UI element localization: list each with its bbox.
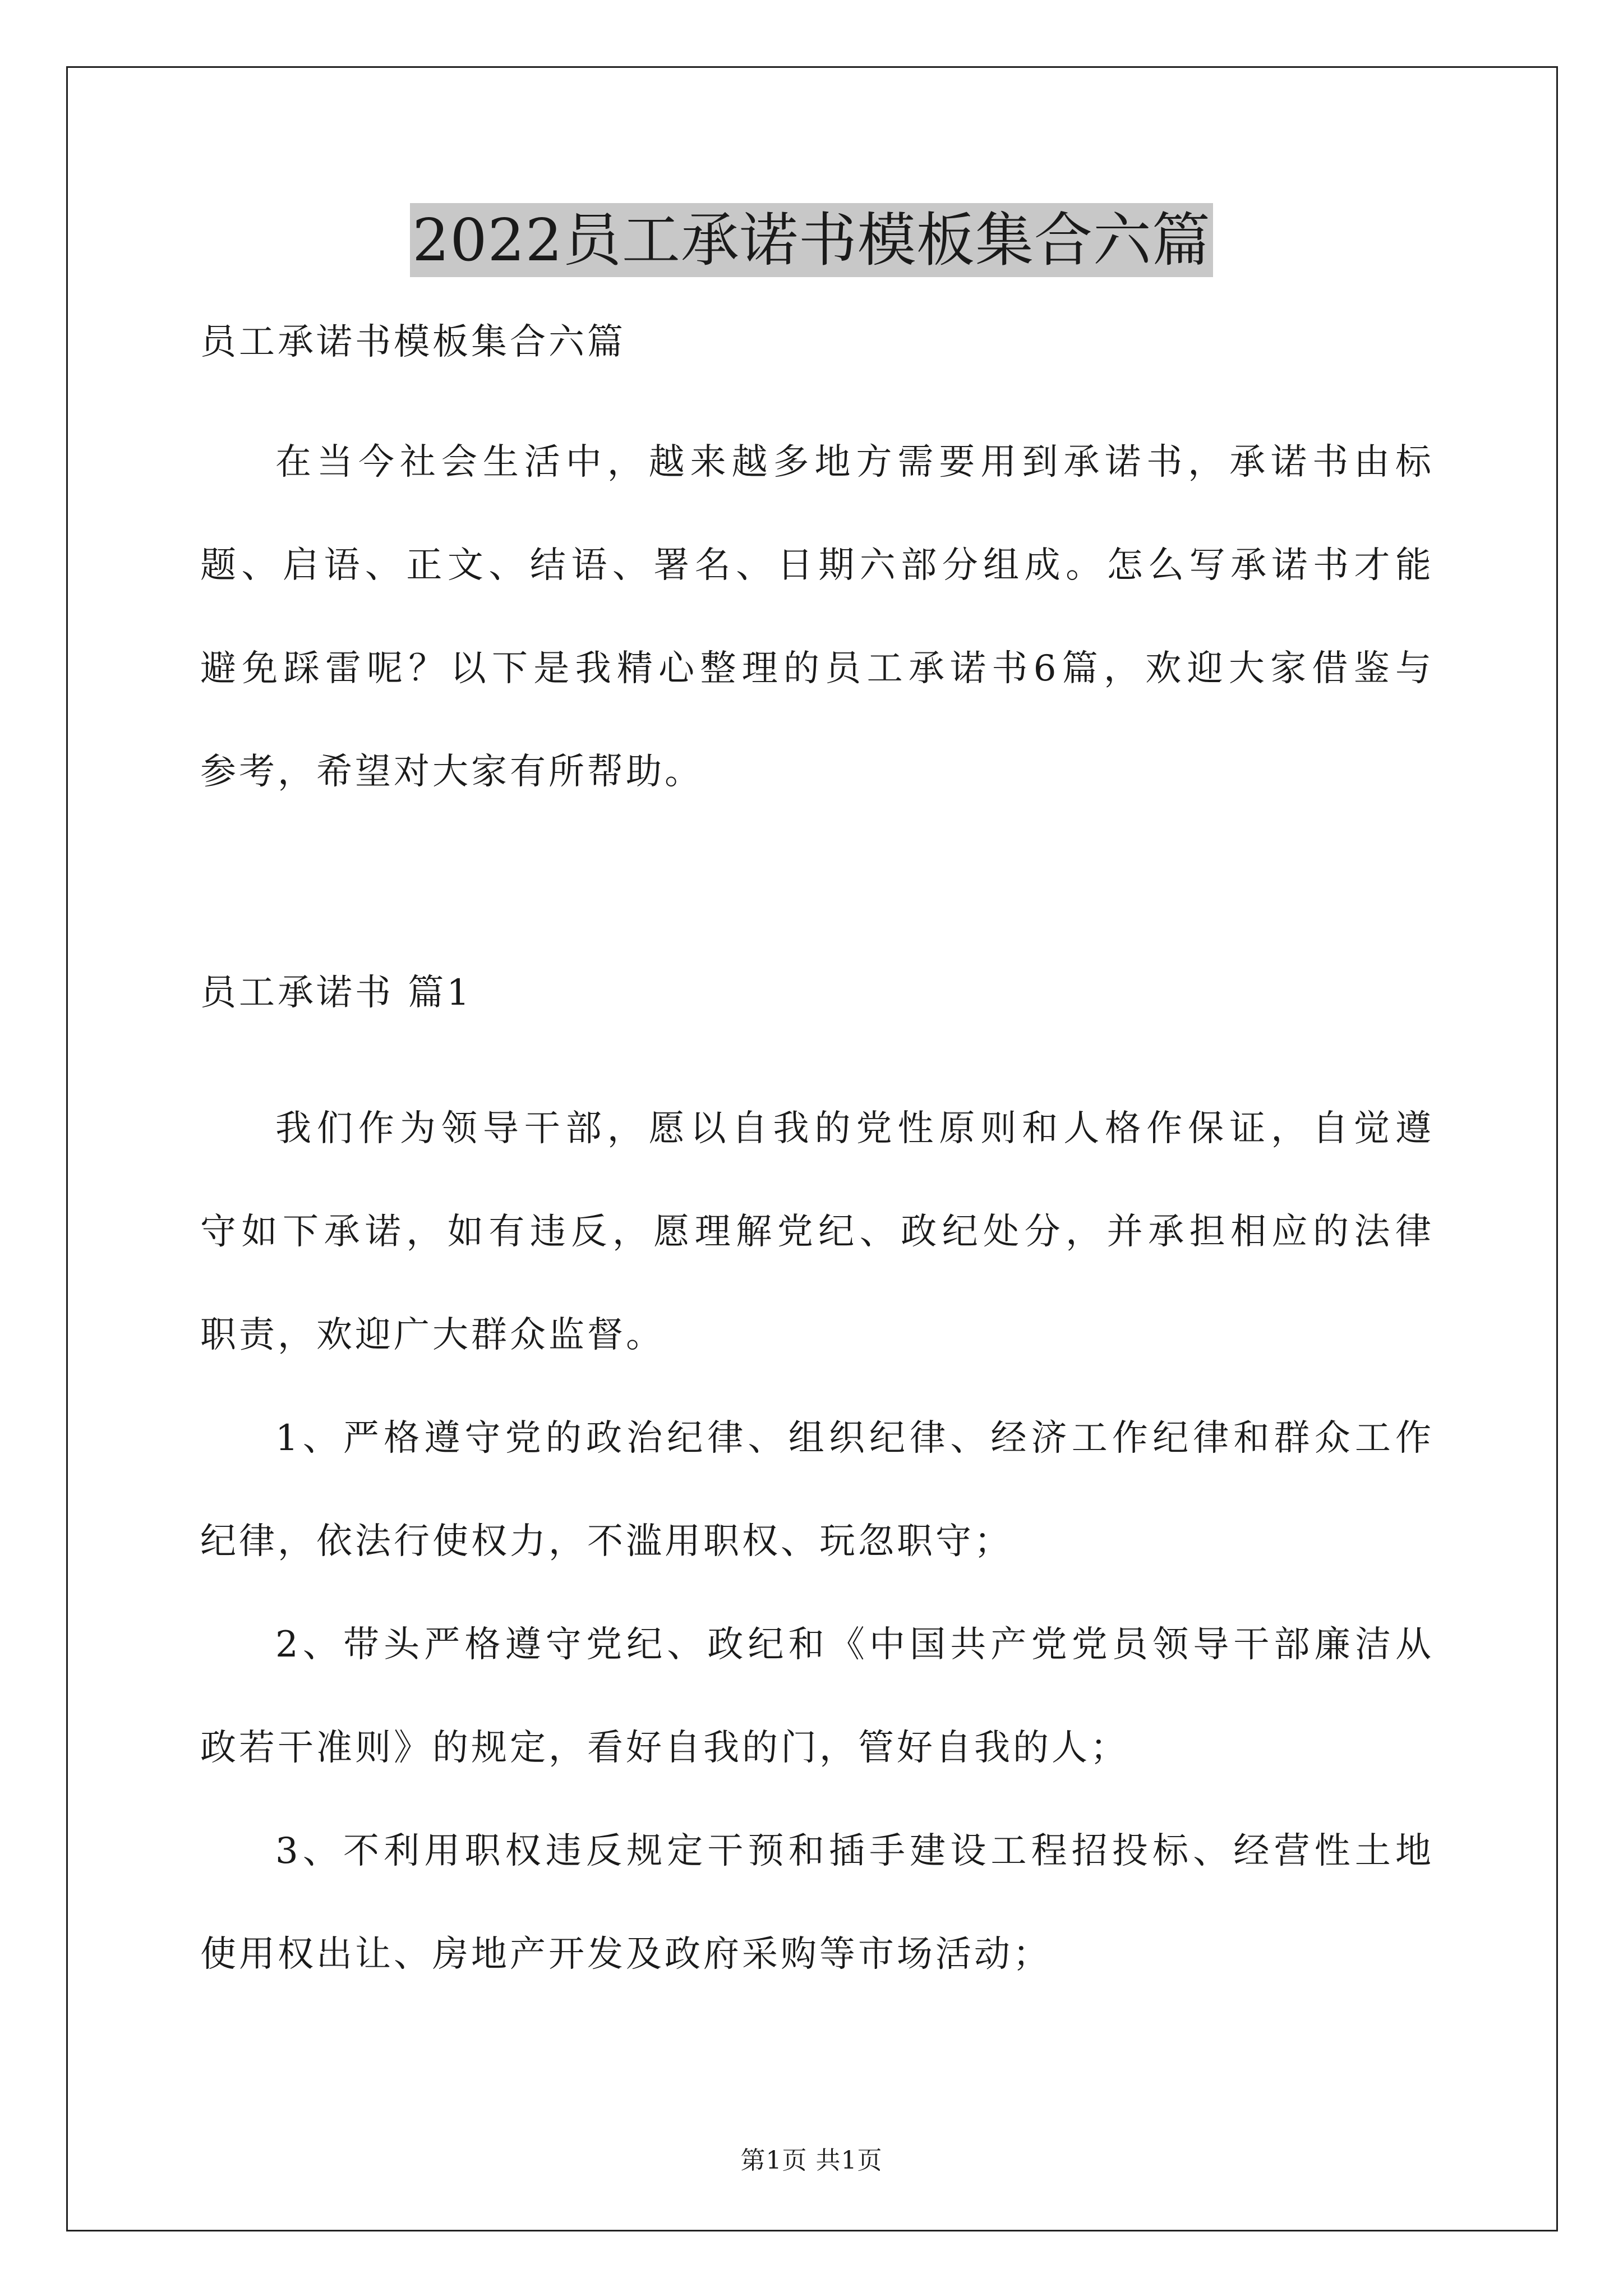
intro-paragraph [200,411,1434,823]
commitment-intro-paragraph [200,1077,1434,1387]
document-subtitle: 员工承诺书模板集合六篇 [200,321,626,363]
paragraph-line: 避免踩雷呢？以下是我精心整理的员工承诺书6篇，欢迎大家借鉴与 [200,648,1434,689]
title-container [0,203,1623,277]
commitment-item-2 [200,1593,1434,1800]
paragraph-line: 在当今社会生活中，越来越多地方需要用到承诺书，承诺书由标 [275,441,1434,483]
commitment-item-1 [200,1387,1434,1593]
paragraph-line: 3、不利用职权违反规定干预和插手建设工程招投标、经营性土地 [275,1830,1434,1872]
paragraph-line: 题、启语、正文、结语、署名、日期六部分组成。怎么写承诺书才能 [200,545,1434,586]
paragraph-line: 使用权出让、房地产开发及政府采购等市场活动； [200,1934,1052,1975]
document-title: 2022员工承诺书模板集合六篇 [410,203,1213,277]
paragraph-line: 守如下承诺，如有违反，愿理解党纪、政纪处分，并承担相应的法律 [200,1211,1434,1253]
paragraph-line: 职责，欢迎广大群众监督。 [200,1314,665,1356]
paragraph-line: 2、带头严格遵守党纪、政纪和《中国共产党党员领导干部廉洁从 [275,1624,1434,1665]
paragraph-line: 纪律，依法行使权力，不滥用职权、玩忽职守； [200,1521,1013,1562]
page-number-footer: 第1页 共1页 [740,2146,883,2175]
paragraph-line: 参考，希望对大家有所帮助。 [200,751,703,793]
commitment-item-3 [200,1800,1434,2006]
paragraph-line: 我们作为领导干部，愿以自我的党性原则和人格作保证，自觉遵 [275,1108,1434,1149]
paragraph-line: 1、严格遵守党的政治纪律、组织纪律、经济工作纪律和群众工作 [275,1418,1434,1459]
paragraph-line: 政若干准则》的规定，看好自我的门，管好自我的人； [200,1727,1129,1769]
section-heading: 员工承诺书 篇1 [200,972,473,1014]
